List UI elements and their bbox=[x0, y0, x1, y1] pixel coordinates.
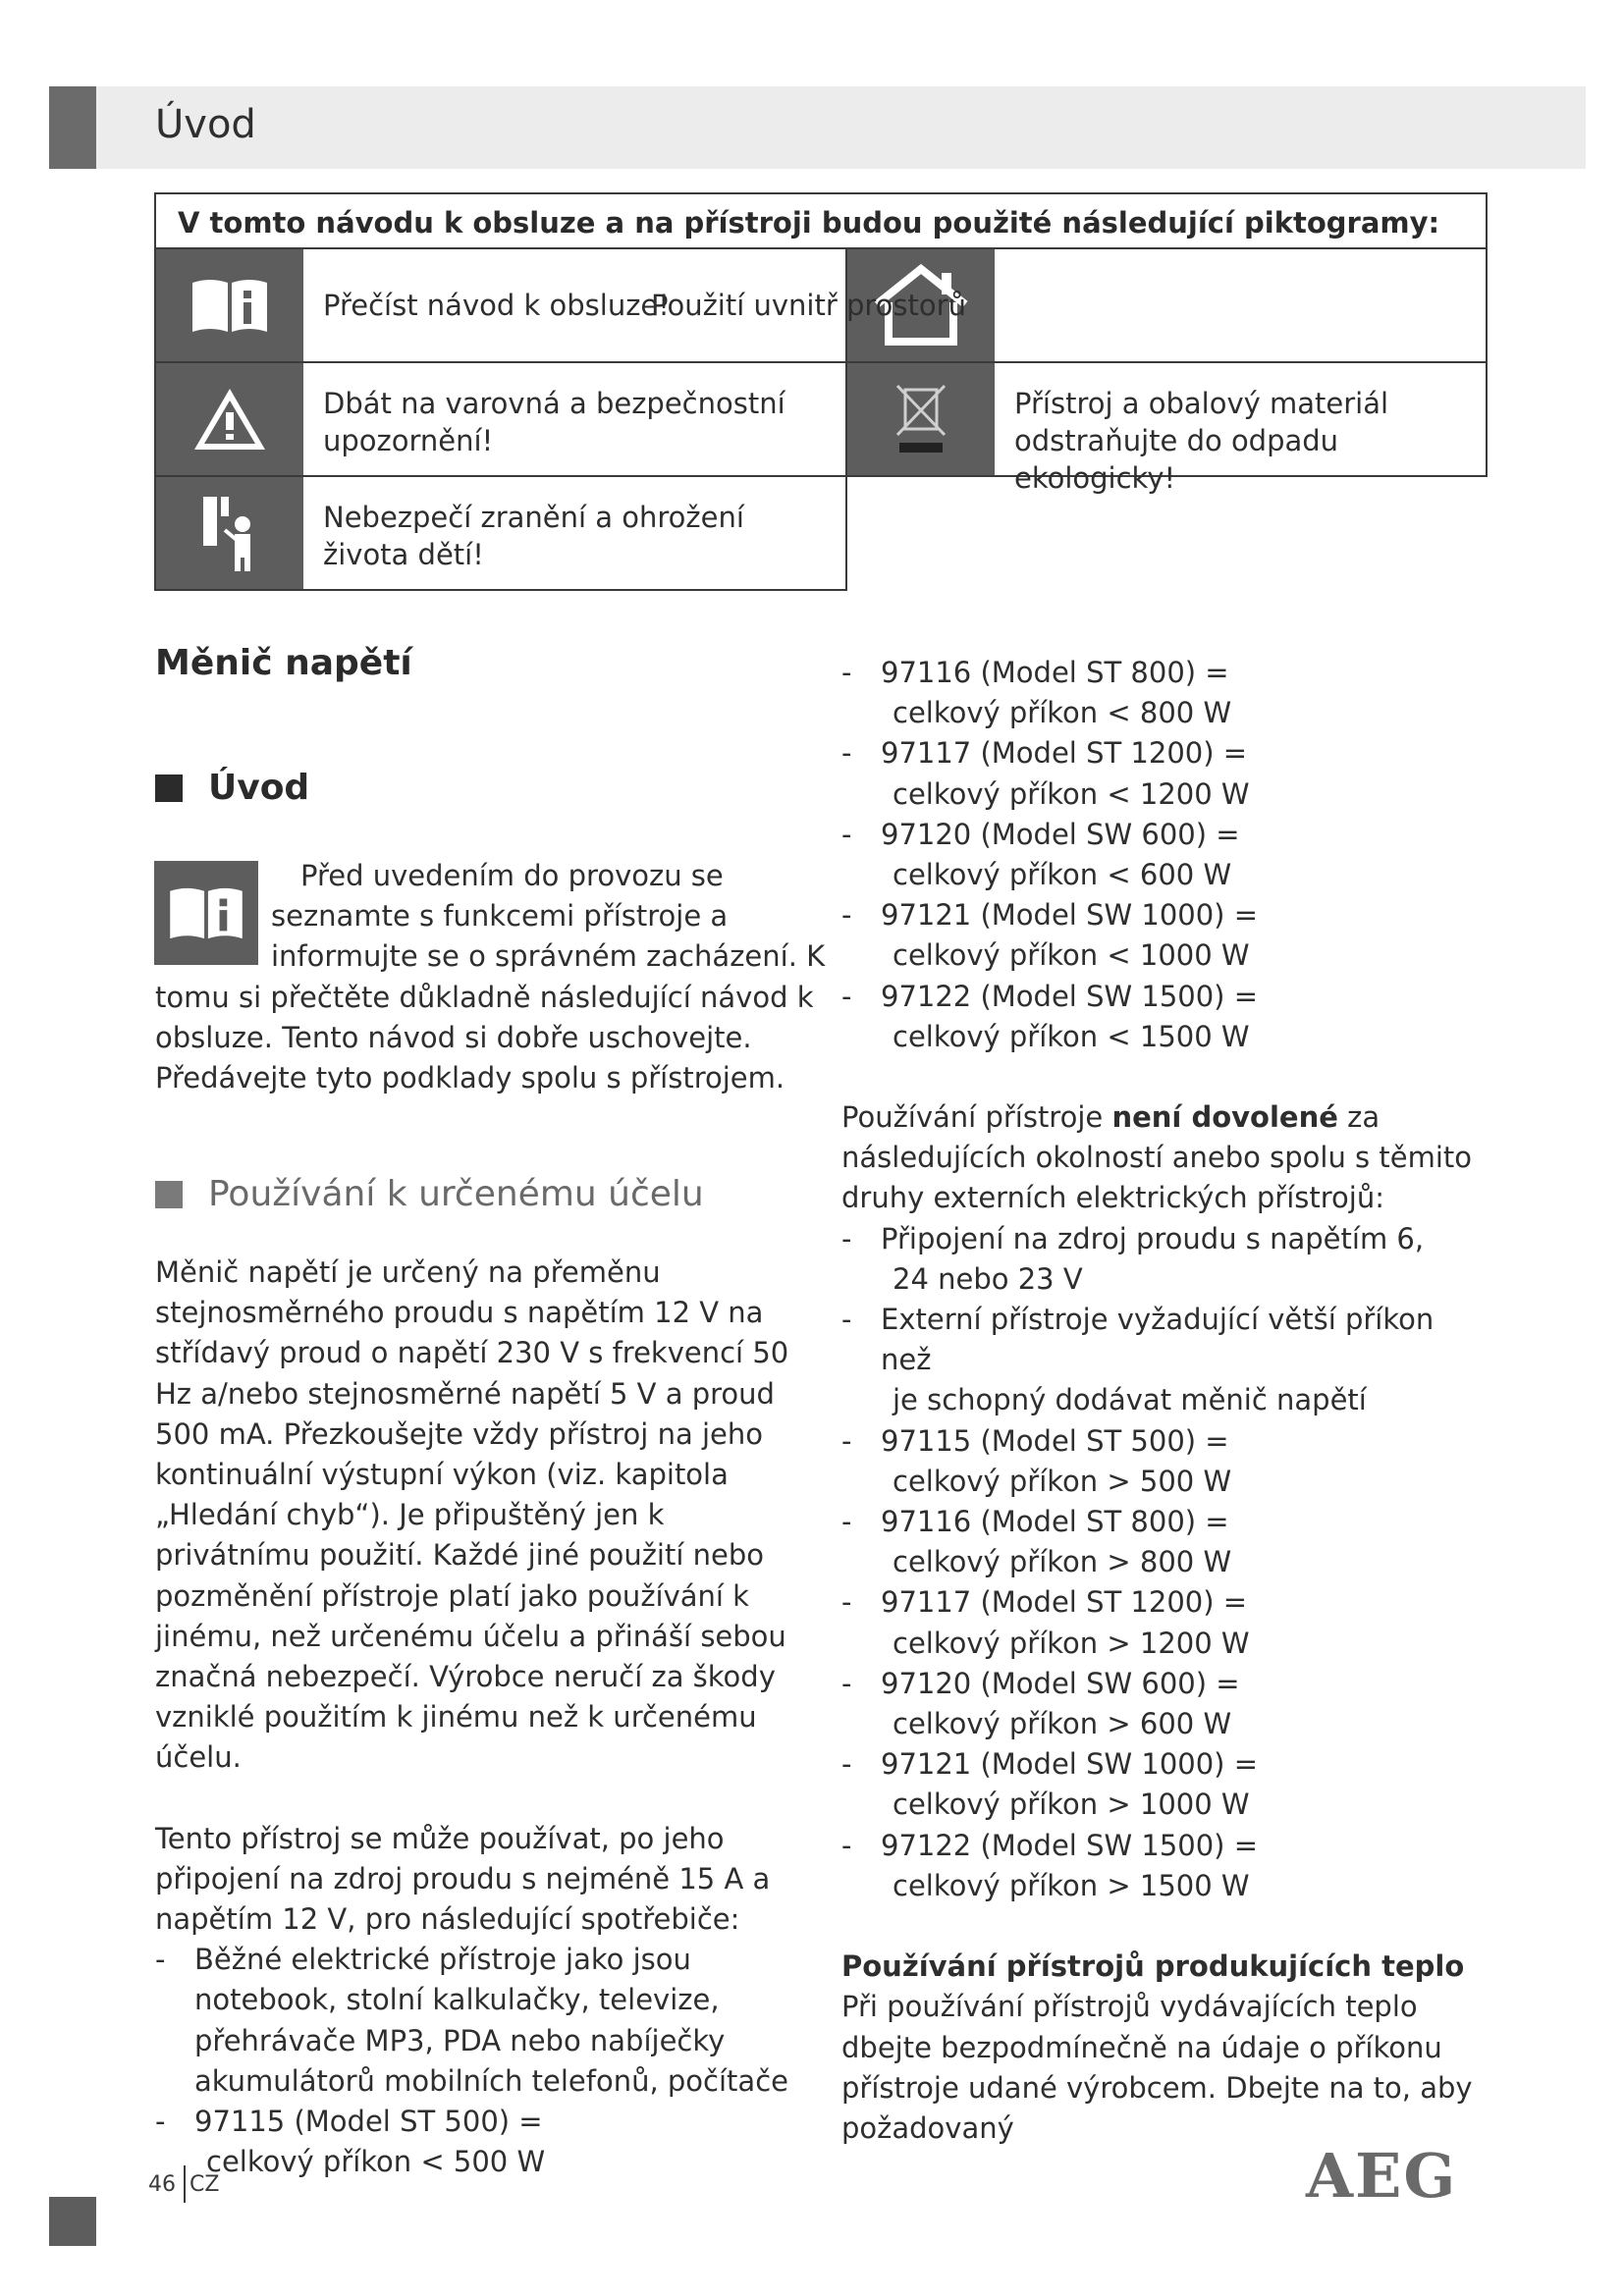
forbidden-intro-paragraph: Používání přístroje není dovolené za následujících okolností anebo spolu s těmito druhy externích elektrických přístrojů: bbox=[841, 1100, 1473, 1215]
pictogram-text-child-danger: Nebezpečí zranění a ohrožení života dětí! bbox=[323, 501, 744, 571]
language-code: CZ bbox=[189, 2171, 220, 2197]
header-band bbox=[49, 86, 1586, 169]
list-item: - Externí přístroje vyžadující větší příkon než je schopný dodávat měnič napětí bbox=[841, 1303, 1435, 1417]
page-number-value: 46 bbox=[148, 2171, 176, 2197]
square-bullet-icon bbox=[155, 774, 183, 802]
pictogram-text-indoor-use-label: Použití uvnitř prostorů bbox=[651, 289, 966, 322]
list-item: - 97120 (Model SW 600) = celkový příkon > 600 W bbox=[841, 1666, 1240, 1741]
list-item: - 97117 (Model ST 1200) = celkový příkon > 1200 W bbox=[841, 1585, 1250, 1660]
list-item: - 97116 (Model ST 800) = celkový příkon < 800 W bbox=[841, 656, 1232, 730]
list-item: - Připojení na zdroj proudu s napětím 6, 24 nebo 23 V bbox=[841, 1221, 1425, 1296]
pictogram-text-warning: Dbát na varovná a bezpečnostní upozornění! bbox=[323, 387, 785, 457]
pictogram-text-read-manual: Přečíst návod k obsluze! bbox=[323, 289, 670, 322]
list-item: - 97122 (Model SW 1500) = celkový příkon > 1500 W bbox=[841, 1828, 1259, 1902]
brand-logo: AEG bbox=[1306, 2140, 1458, 2212]
intended-use-heading-text: Používání k určenému účelu bbox=[208, 1174, 704, 1214]
heat-paragraph: Při používání přístrojů vydávajících teplo dbejte bezpodmínečně na údaje o příkonu přístroje udané výrobcem. Dbejte na to, aby požadovaný bbox=[841, 1990, 1473, 2145]
intended-use-heading bbox=[155, 1174, 704, 1214]
intended-use-paragraph: Měnič napětí je určený na přeměnu stejnosměrného proudu s napětím 12 V na střídavý proud o napětí 230 V s frekvencí 50 Hz a/nebo stejnosměrné napětí 5 V a proud 500 mA. Přezkoušejte vždy přístroj na jeho kontinuální výstupní výkon (viz. kapitola „Hledání chyb“). Je připuštěný jen k privátnímu použití. Každé jiné použití nebo pozměnění přístroje platí jako používání k jinému, než určenému účelu a přináší sebou značná nebezpečí. Výrobce neručí za škody vzniklé použitím k jinému než k určenému účelu. bbox=[155, 1255, 789, 1775]
usage-intro-paragraph: Tento přístroj se může používat, po jeho připojení na zdroj proudu s nejméně 15 A a napětím 12 V, pro následující spotřebiče: bbox=[155, 1821, 771, 1937]
list-item: - Běžné elektrické přístroje jako jsou notebook, stolní kalkulačky, televize, přehrávače MP3, PDA nebo nabíječky akumulátorů mobilních telefonů, počítače bbox=[155, 1943, 788, 2098]
child-danger-icon bbox=[156, 477, 303, 589]
pictogram-table-heading: V tomto návodu k obsluze a na přístroji budou použité následující piktogramy: bbox=[154, 192, 1488, 249]
square-bullet-icon bbox=[155, 1181, 183, 1208]
list-item: - 97115 (Model ST 500) = celkový příkon > 500 W bbox=[841, 1423, 1232, 1498]
list-item: - 97120 (Model SW 600) = celkový příkon < 600 W bbox=[841, 817, 1240, 892]
recycle-bin-icon bbox=[847, 363, 995, 475]
intro-paragraph-wrap bbox=[155, 856, 833, 1098]
intro-heading bbox=[155, 768, 309, 808]
warning-triangle-icon bbox=[156, 363, 303, 475]
intended-use-column bbox=[155, 1253, 803, 2182]
list-item: - 97117 (Model ST 1200) = celkový příkon < 1200 W bbox=[841, 736, 1250, 811]
list-item: - 97121 (Model SW 1000) = celkový příkon < 1000 W bbox=[841, 898, 1259, 973]
right-column bbox=[841, 653, 1489, 2149]
intro-heading-text: Úvod bbox=[208, 768, 310, 808]
page-title: Úvod bbox=[155, 102, 256, 147]
pictogram-text-disposal: Přístroj a obalový materiál odstraňujte do odpadu ekologicky! bbox=[1014, 387, 1389, 495]
intro-paragraph: Před uvedením do provozu se seznamte s funkcemi přístroje a informujte se o správném zacházení. K tomu si přečtěte důkladně následující návod k obsluze. Tento návod si dobře uschovejte. Předávejte tyto podklady spolu s přístrojem. bbox=[155, 859, 826, 1095]
list-item: - 97121 (Model SW 1000) = celkový příkon > 1000 W bbox=[841, 1747, 1259, 1822]
header-marker bbox=[49, 86, 96, 169]
book-info-icon bbox=[156, 249, 303, 361]
pictogram-cell-warning bbox=[154, 363, 847, 477]
page-separator bbox=[184, 2165, 186, 2203]
page-number bbox=[148, 2165, 219, 2203]
footer-marker bbox=[49, 2197, 96, 2246]
article-title: Měnič napětí bbox=[155, 643, 412, 683]
list-item: - 97122 (Model SW 1500) = celkový příkon < 1500 W bbox=[841, 979, 1259, 1053]
pictogram-cell-disposal bbox=[845, 363, 1488, 495]
list-item: - 97115 (Model ST 500) = celkový příkon < 500 W bbox=[155, 2105, 546, 2179]
heat-heading: Používání přístrojů produkujících teplo bbox=[841, 1949, 1465, 1984]
list-item: - 97116 (Model ST 800) = celkový příkon > 800 W bbox=[841, 1505, 1232, 1579]
pictogram-cell-child-danger bbox=[154, 477, 847, 591]
